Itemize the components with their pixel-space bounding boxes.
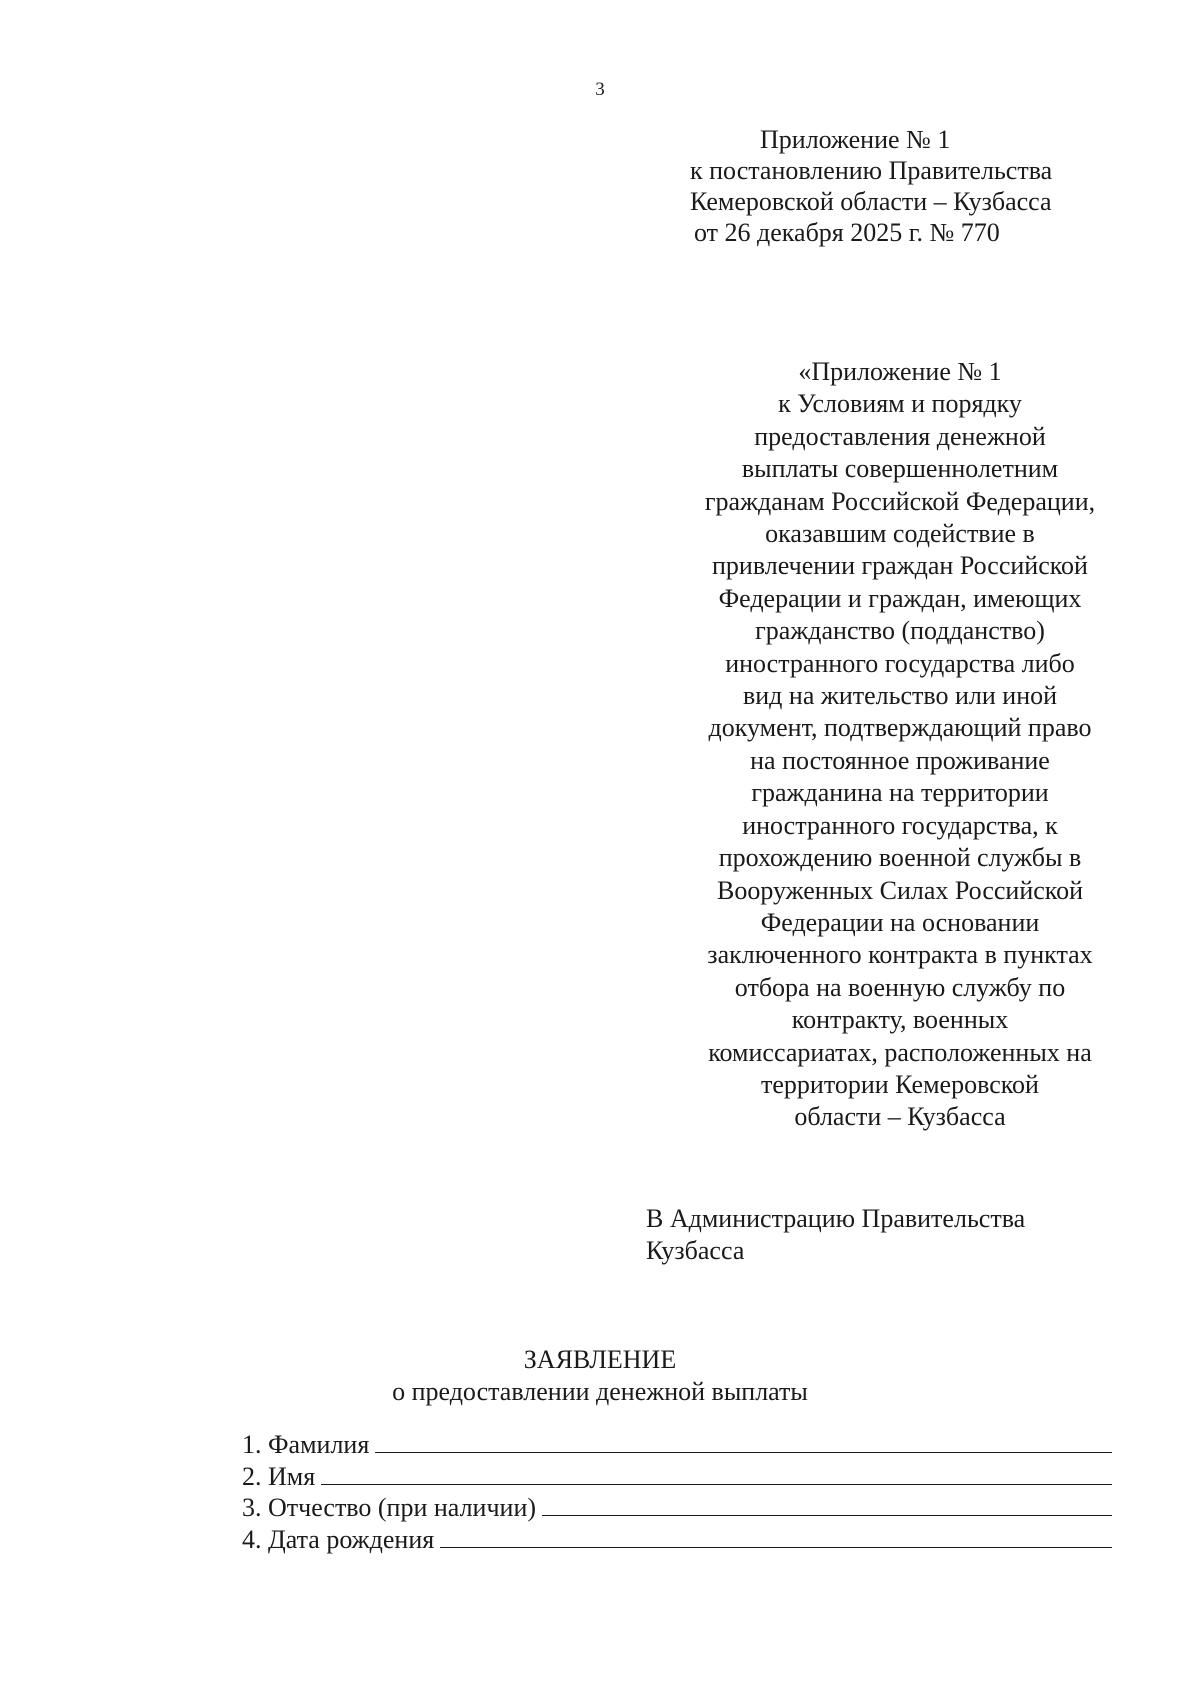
- appendix-conditions-line: на постоянное проживание: [750, 745, 1050, 775]
- appendix-conditions-line: оказавшим содействие в: [765, 519, 1035, 549]
- document-subtitle: о предоставлении денежной выплаты: [392, 1377, 808, 1406]
- appendix-conditions-line: иностранного государства, к: [742, 810, 1058, 840]
- appendix-conditions-line: территории Кемеровской: [761, 1069, 1039, 1099]
- appendix-conditions-line: предоставления денежной: [754, 421, 1046, 451]
- document-title: ЗАЯВЛЕНИЕ: [523, 1345, 677, 1374]
- appendix-conditions-line: прохождению военной службы в: [718, 843, 1082, 873]
- appendix-conditions-line: отбора на военную службу по: [734, 972, 1066, 1002]
- appendix-conditions-line: комиссариатах, расположенных на: [708, 1037, 1092, 1067]
- addressee-line: Кузбасса: [646, 1236, 745, 1265]
- appendix-conditions-line: Федерации на основании: [760, 907, 1040, 937]
- appendix-conditions-line: выплаты совершеннолетним: [741, 454, 1059, 484]
- patronymic-label: 3. Отчество (при наличии): [242, 1493, 537, 1522]
- patronymic-field: [242, 1492, 1112, 1524]
- appendix-header-line: к постановлению Правительства: [690, 156, 1053, 185]
- patronymic-blank-line: [542, 1493, 1112, 1516]
- appendix-conditions-line: привлечении граждан Российской: [712, 551, 1088, 581]
- addressee-block: [646, 1203, 1166, 1267]
- surname-field: [242, 1429, 1112, 1461]
- surname-label: 1. Фамилия: [242, 1430, 370, 1459]
- appendix-header-block: [690, 124, 1190, 248]
- appendix-header-line: Кемеровской области – Кузбасса: [690, 187, 1052, 216]
- page-number: 3: [595, 79, 605, 100]
- appendix-conditions-line: вид на жительство или иной: [742, 681, 1058, 711]
- appendix-conditions-line: гражданство (подданство): [755, 616, 1045, 646]
- appendix-conditions-line: «Приложение № 1: [798, 357, 1002, 386]
- appendix-conditions-block: [650, 356, 1150, 1134]
- appendix-conditions-line: гражданина на территории: [751, 778, 1049, 808]
- appendix-conditions-line: области – Кузбасса: [794, 1102, 1006, 1132]
- first-name-field: [242, 1461, 1112, 1493]
- application-form-fields: [242, 1429, 1112, 1555]
- birth-date-label: 4. Дата рождения: [242, 1524, 435, 1554]
- appendix-header-line: Приложение № 1: [760, 125, 951, 154]
- addressee-line: В Администрацию Правительства: [646, 1204, 1026, 1233]
- appendix-conditions-line: Вооруженных Силах Российской: [716, 875, 1084, 905]
- appendix-conditions-line: Федерации и граждан, имеющих: [718, 583, 1082, 613]
- appendix-conditions-line: заключенного контракта в пунктах: [707, 940, 1093, 970]
- appendix-conditions-line: документ, подтверждающий право: [708, 713, 1092, 743]
- first-name-blank-line: [321, 1462, 1112, 1485]
- appendix-header-line: от 26 декабря 2025 г. № 770: [694, 218, 1000, 247]
- appendix-conditions-line: гражданам Российской Федерации,: [704, 486, 1096, 516]
- first-name-label: 2. Имя: [242, 1461, 316, 1491]
- surname-blank-line: [375, 1430, 1112, 1453]
- appendix-conditions-line: иностранного государства либо: [725, 648, 1075, 678]
- birth-date-field: [242, 1524, 1112, 1556]
- appendix-conditions-line: к Условиям и порядку: [778, 389, 1022, 419]
- birth-date-blank-line: [440, 1525, 1112, 1548]
- appendix-conditions-line: контракту, военных: [791, 1005, 1009, 1035]
